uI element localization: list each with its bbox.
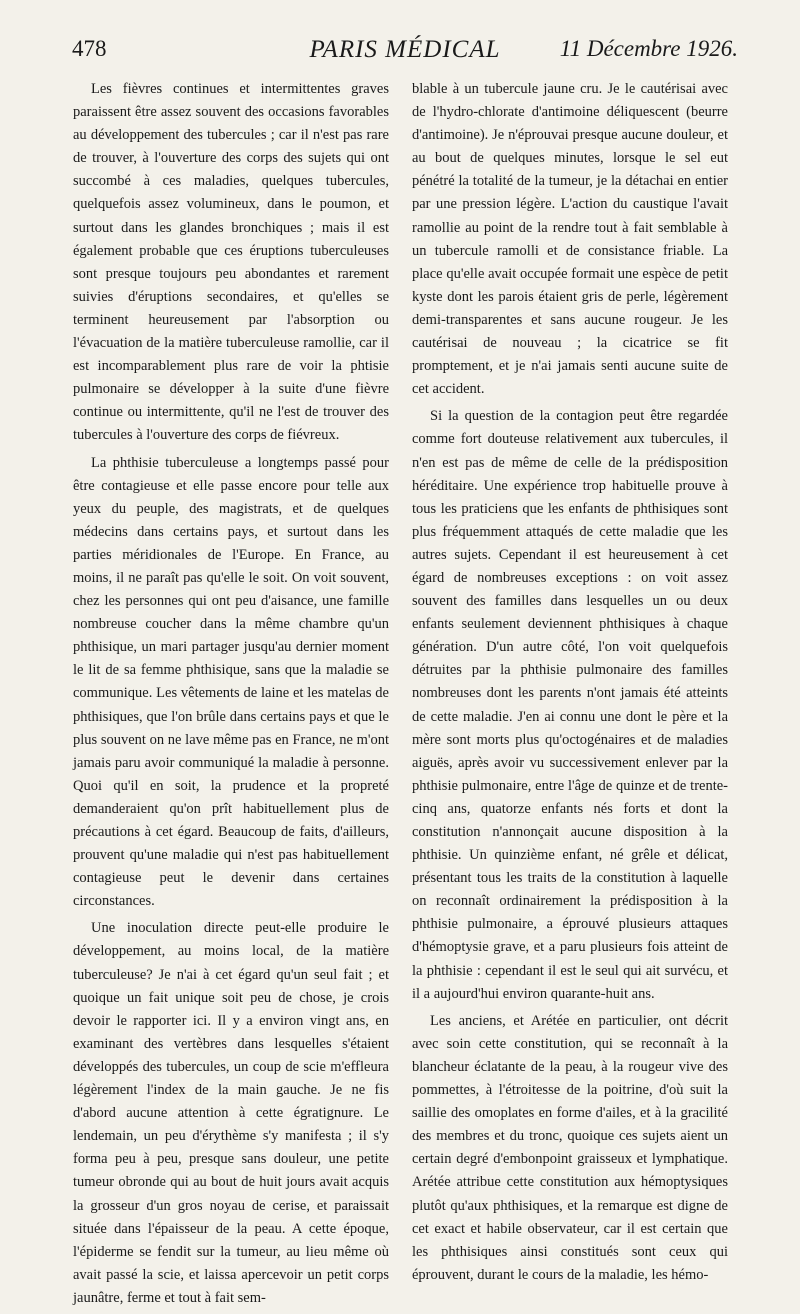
right-column: [412, 78, 728, 1291]
paragraph: Les fièvres continues et intermittentes graves paraissent être assez souvent des occasions favorables au développement des tubercules ; car il n'est pas rare de trouver, à l'ouverture des corps des sujets qui ont succombé à ces maladies, quelques tubercules, quelquefois assez volumineux, dans le poumon, et surtout dans les glandes bronchiques ; mais il est également probable que ces éruptions tuberculeuses sont presque toujours peu abondantes et rarement suivies d'éruptions secondaires, et qu'elles se terminent heureusement par l'absorption ou l'évacuation de la matière tuberculeuse ramollie, car il est incomparablement plus rare de voir la phtisie pulmonaire se développer à la suite d'une fièvre continue ou intermittente, qu'il ne l'est de trouver des tubercules à l'ouverture des corps de fiévreux.: [73, 81, 389, 444]
issue-date: 11 Décembre 1926.: [559, 36, 738, 61]
journal-title: PARIS MÉDICAL: [309, 36, 501, 63]
page-number: 478: [72, 36, 107, 61]
page-header: [72, 36, 738, 76]
left-column: [73, 78, 389, 1314]
paragraph: blable à un tubercule jaune cru. Je le cautérisai avec de l'hydro-chlorate d'antimoine déliquescent (beurre d'antimoine). Je n'éprouvai presque aucune douleur, et au bout de quelques minutes, lorsque le sel eut pénétré la totalité de la tumeur, je la détachai en entier par une pression légère. L'action du caustique l'avait ramollie au point de la rendre tout à fait semblable à un tubercule ramolli et de consistance friable. La place qu'elle avait occupée formait une espèce de petit kyste dont les parois étaient gris de perle, légèrement demi-transparentes et sans aucune rougeur. Je les cautérisai de nouveau ; la cicatrice se fit promptement, et je n'ai jamais senti aucune suite de cet accident.: [412, 81, 728, 398]
paragraph: Une inoculation directe peut-elle produire le développement, au moins local, de la matière tuberculeuse? Je n'ai à cet égard qu'un seul fait ; et quoique un fait unique soit peu de chose, je crois devoir le rapporter ici. Il y a environ vingt ans, en examinant des vertèbres dans lesquelles s'étaient développés des tubercules, un coup de scie m'effleura légèrement l'index de la main gauche. Je ne fis d'abord aucune attention à cette égratignure. Le lendemain, un peu d'érythème s'y manifesta ; il s'y forma peu à peu, presque sans douleur, une petite tumeur obronde qui au bout de huit jours avait acquis la grosseur d'un gros noyau de cerise, et paraissait située dans l'épaisseur de la peau. A cette époque, l'épiderme se fendit sur la tumeur, au lieu même où avait passé la scie, et laissa apercevoir un petit corps jaunâtre, ferme et tout à fait sem-: [73, 920, 389, 1306]
paragraph: La phthisie tuberculeuse a longtemps passé pour être contagieuse et elle passe encore pour telle aux yeux du peuple, des magistrats, et de quelques médecins dans certains pays, et surtout dans les parties méridionales de l'Europe. En France, au moins, il ne paraît pas qu'elle le soit. On voit souvent, chez les personnes qui ont peu d'aisance, une famille nombreuse coucher dans la même chambre qu'un phthisique, un mari partager jusqu'au dernier moment le lit de sa femme phthisique, sans que la maladie se communique. Les vêtements de laine et les matelas de phthisiques, que l'on brûle dans certains pays et que le plus souvent on ne lave même pas en France, ne m'ont jamais paru avoir communiqué la maladie à personne. Quoi qu'il en soit, la prudence et la propreté demanderaient qu'on prît habituellement plus de précautions à cet égard. Beaucoup de faits, d'ailleurs, prouvent qu'une maladie qui n'est pas habituellement contagieuse peut le devenir dans certaines circonstances.: [73, 454, 389, 910]
paragraph: Si la question de la contagion peut être regardée comme fort douteuse relativement aux tubercules, il n'en est pas de même de celle de la prédisposition héréditaire. Une expérience trop habituelle prouve à tous les praticiens que les enfants de phthisiques sont plus fréquemment attaqués de cette maladie que les autres sujets. Cependant il est heureusement à cet égard de nombreuses exceptions : on voit assez souvent des familles dans lesquelles un ou deux enfants seulement deviennent phthisiques à chaque génération. D'un autre côté, l'on voit quelquefois détruites par la phthisie pulmonaire des familles nombreuses dont les parents n'ont jamais été atteints de cette maladie. J'en ai connu une dont le père et la mère sont morts plus qu'octogénaires et de maladies aiguës, après avoir vu successivement enlever par la phthisie pulmonaire, entre l'âge de quinze et de trente-cinq ans, quatorze enfants nés forts et dont la constitution n'annonçait aucune disposition à la phthisie. Un quinzième enfant, né grêle et délicat, présentant tous les traits de la constitution à laquelle on reconnaît ordinairement la prédisposition à la phthisie pulmonaire, a éprouvé plusieurs attaques d'hémoptysie grave, et a paru plusieurs fois atteint de la phthisie : cependant il est le seul qui ait survécu, et il a aujourd'hui environ quarante-huit ans.: [412, 408, 728, 1002]
paragraph: Les anciens, et Arétée en particulier, ont décrit avec soin cette constitution, qui se reconnaît à la blancheur éclatante de la peau, à la rougeur vive des pommettes, à l'étroitesse de la poitrine, d'où suit la saillie des omoplates en forme d'ailes, et à la gracilité des membres et du tronc, quoique ces sujets aient un certain degré d'embonpoint graisseux et lymphatique. Arétée attribue cette constitution aux hémoptysiques plutôt qu'aux phthisiques, et la remarque est digne de cet exact et habile observateur, car il est certain que les phthisiques ainsi constitués sont ceux qui éprouvent, durant le cours de la maladie, les hémo-: [412, 1012, 728, 1283]
